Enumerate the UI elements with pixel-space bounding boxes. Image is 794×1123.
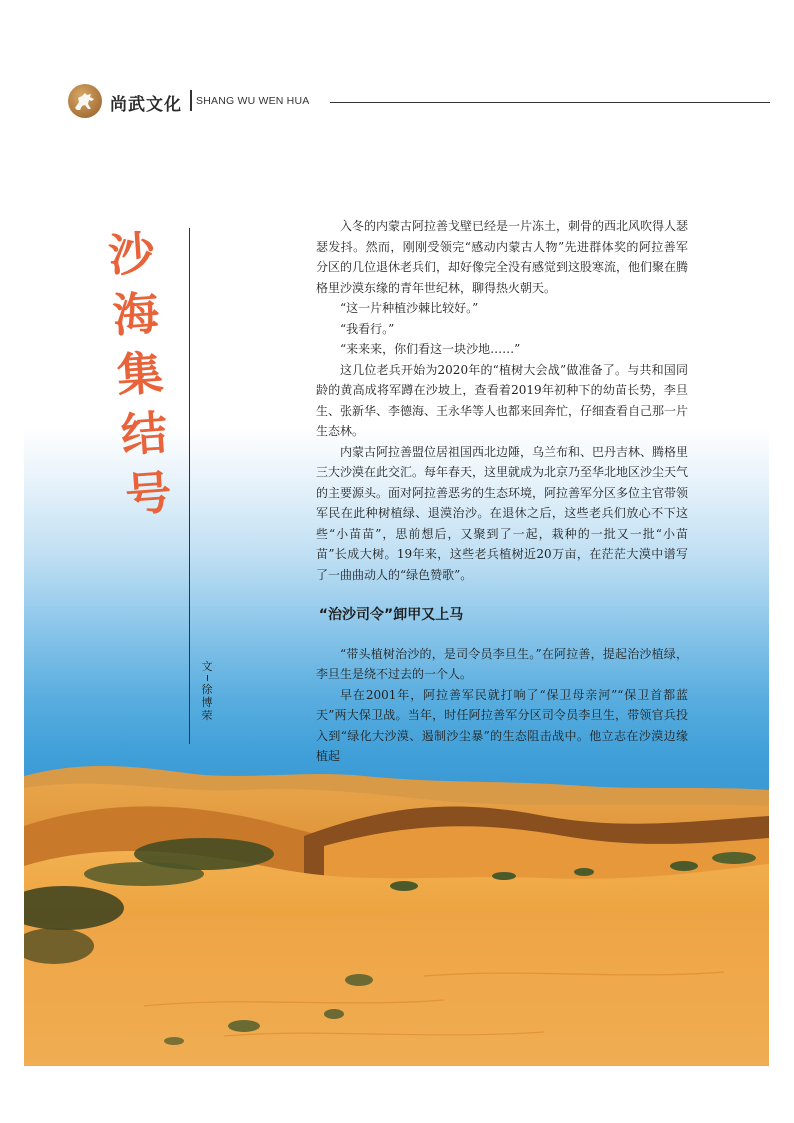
byline-prefix: 文 (201, 660, 213, 673)
paragraph: 早在2001年，阿拉善军民就打响了“保卫母亲河”“保卫首都蓝天”两大保卫战。当年，时任阿拉善军分区司令员李旦生，带领官兵投入到“绿化大沙漠、遏制沙尘暴”的生态阻击战中。他立志在沙漠边缘植起 (316, 687, 688, 763)
title-char: 海 (110, 285, 161, 343)
author-char: 荣 (201, 709, 213, 722)
paragraph: “我看行。” (340, 321, 395, 336)
paragraph: “这一片种植沙棘比较好。” (340, 301, 479, 315)
article-body (316, 216, 688, 767)
header-rule (330, 102, 770, 103)
paragraph: “来来来，你们看这一块沙地……” (340, 342, 521, 356)
horse-logo-icon (68, 84, 102, 118)
title-char: 号 (123, 465, 174, 523)
title-char: 集 (115, 345, 165, 403)
brand-divider (190, 90, 192, 111)
paragraph: 入冬的内蒙古阿拉善戈壁已经是一片冻土，刺骨的西北风吹得人瑟瑟发抖。然而，刚刚受领完“感动内蒙古人物”先进群体奖的阿拉善军分区的几位退休老兵们，却好像完全没有感觉到这股寒流，他们聚在腾格里沙漠东缘的青年世纪林，聊得热火朝天。 (316, 219, 689, 295)
author-char: 徐 (201, 683, 213, 696)
brand-name-pinyin: SHANG WU WEN HUA (196, 95, 310, 107)
author-byline (200, 660, 214, 722)
brand-name: 尚武文化 (110, 95, 182, 115)
title-char: 沙 (106, 225, 157, 283)
author-char: 博 (201, 696, 213, 709)
title-char: 结 (119, 405, 170, 463)
desert-illustration (24, 746, 769, 1066)
section-heading: “治沙司令”卸甲又上马 (318, 607, 464, 623)
paragraph: 内蒙古阿拉善盟位居祖国西北边陲，乌兰布和、巴丹吉林、腾格里三大沙漠在此交汇。每年春天，这里就成为北京乃至华北地区沙尘天气的主要源头。面对阿拉善恶劣的生态环境，阿拉善军分区多位主官带领军民在此种树植绿、退漠治沙。在退休之后，这些老兵们放心不下这些“小苗苗”，思前想后，又聚到了一起，栽种的一批又一批“小苗苗”长成大树。19年来，这些老兵植树近20万亩，在茫茫大漠中谱写了一曲曲动人的“绿色赞歌”。 (316, 444, 689, 582)
byline-dash (207, 675, 208, 681)
title-divider-line (189, 228, 190, 744)
page-header (68, 84, 770, 120)
paragraph: “带头植树治沙的，是司令员李旦生。”在阿拉善，提起治沙植绿，李旦生是绕不过去的一个人。 (316, 646, 688, 681)
paragraph: 这几位老兵开始为2020年的“植树大会战”做准备了。与共和国同龄的黄高成将军蹲在沙坡上，查看着2019年初种下的幼苗长势，李旦生、张新华、李德海、王永华等人也都来回奔忙，仔细查看自己那一片生态林。 (316, 362, 689, 438)
